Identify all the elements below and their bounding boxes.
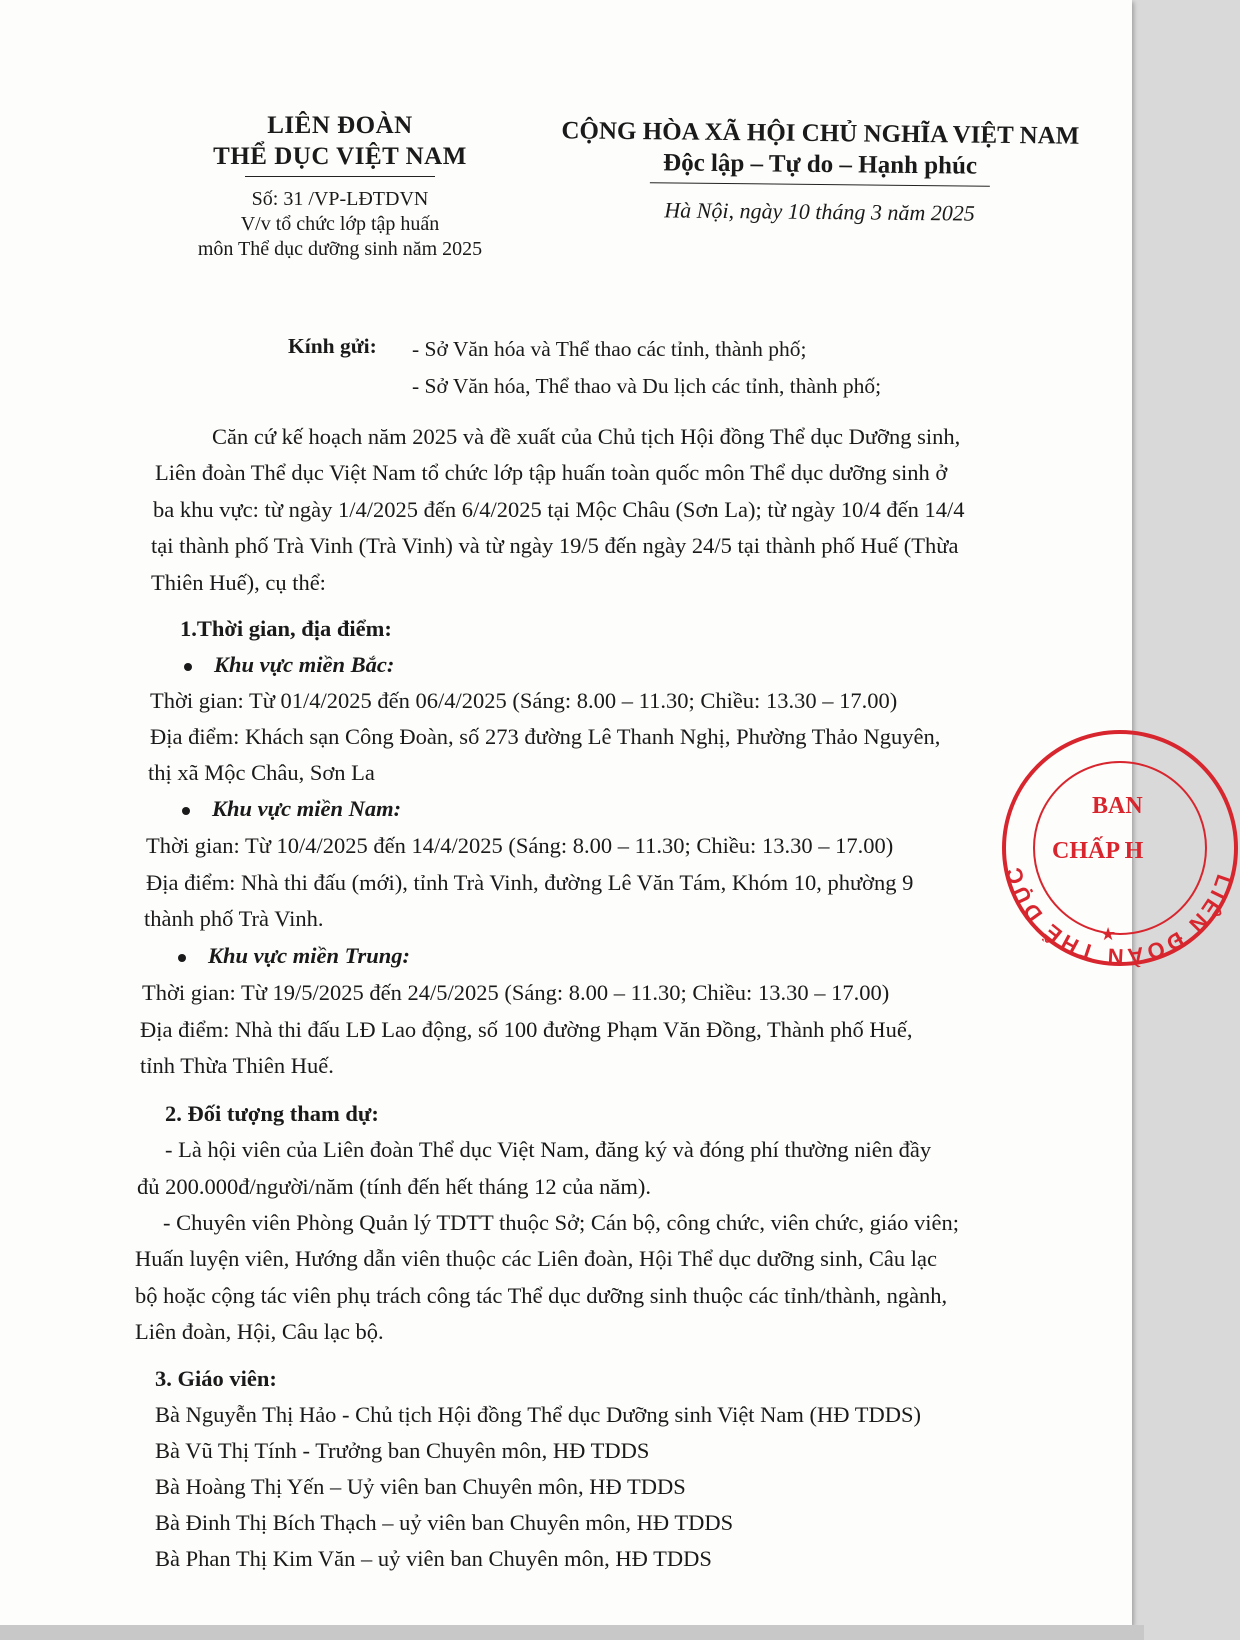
teacher-item: Bà Đinh Thị Bích Thạch – uỷ viên ban Chuyên môn, HĐ TDDS bbox=[155, 1510, 734, 1535]
region-north-text: Khu vực miền Bắc: bbox=[214, 652, 395, 677]
section-2-line: bộ hoặc cộng tác viên phụ trách công tác Thể dục dưỡng sinh thuộc các tỉnh/thành, ngành, bbox=[135, 1283, 948, 1308]
official-stamp bbox=[1000, 728, 1240, 968]
national-header bbox=[539, 115, 1100, 228]
bullet-icon bbox=[184, 663, 192, 671]
section-2-line: đủ 200.000đ/người/năm (tính đến hết tháng 12 của năm). bbox=[137, 1174, 651, 1199]
section-2-line: - Là hội viên của Liên đoàn Thể dục Việt Nam, đăng ký và đóng phí thường niên đầy bbox=[165, 1137, 932, 1162]
intro-line: Liên đoàn Thể dục Việt Nam tổ chức lớp tập huấn toàn quốc môn Thể dục dưỡng sinh ở bbox=[155, 460, 948, 485]
region-central-label bbox=[178, 939, 410, 972]
section-3-heading: 3. Giáo viên: bbox=[155, 1366, 277, 1391]
intro-line: Căn cứ kế hoạch năm 2025 và đề xuất của Chủ tịch Hội đồng Thể dục Dưỡng sinh, bbox=[212, 424, 961, 449]
section-2-line: Liên đoàn, Hội, Câu lạc bộ. bbox=[135, 1319, 384, 1344]
motto-underline bbox=[650, 182, 990, 187]
section-1-heading: 1.Thời gian, địa điểm: bbox=[180, 616, 392, 641]
subject-line-2: môn Thể dục dưỡng sinh năm 2025 bbox=[197, 238, 483, 260]
intro-line: tại thành phố Trà Vinh (Trà Vinh) và từ ngày 19/5 đến ngày 24/5 tại thành phố Huế (Thừa bbox=[151, 533, 959, 558]
national-motto: Độc lập – Tự do – Hạnh phúc bbox=[662, 149, 978, 180]
north-place-1: Địa điểm: Khách sạn Công Đoàn, số 273 đường Lê Thanh Nghị, Phường Thảo Nguyên, bbox=[150, 724, 941, 749]
section-2-line: - Chuyên viên Phòng Quản lý TDTT thuộc Sở; Cán bộ, công chức, viên chức, giáo viên; bbox=[163, 1210, 959, 1235]
teacher-item: Bà Vũ Thị Tính - Trưởng ban Chuyên môn, HĐ TDDS bbox=[155, 1438, 650, 1463]
region-central-text: Khu vực miền Trung: bbox=[208, 943, 411, 968]
bullet-icon bbox=[182, 807, 190, 815]
teacher-item: Bà Phan Thị Kim Văn – uỷ viên ban Chuyên môn, HĐ TDDS bbox=[155, 1546, 712, 1571]
subject-line-1: V/v tổ chức lớp tập huấn bbox=[240, 213, 440, 235]
region-south-text: Khu vực miền Nam: bbox=[212, 796, 402, 821]
stamp-star-icon: ★ bbox=[1100, 924, 1117, 945]
region-south-label bbox=[182, 792, 401, 825]
issue-date: Hà Nội, ngày 10 tháng 3 năm 2025 bbox=[664, 197, 975, 226]
stamp-center-line-2: CHẤP H bbox=[1052, 838, 1144, 864]
issuer-block bbox=[140, 110, 540, 262]
scan-edge bbox=[0, 1625, 1144, 1640]
recipient-1: - Sở Văn hóa và Thể thao các tỉnh, thành phố; bbox=[412, 337, 807, 361]
section-2-line: Huấn luyện viên, Hướng dẫn viên thuộc các Liên đoàn, Hội Thể dục dưỡng sinh, Câu lạc bbox=[135, 1246, 937, 1271]
nation-title: CỘNG HÒA XÃ HỘI CHỦ NGHĨA VIỆT NAM bbox=[561, 117, 1080, 150]
north-time: Thời gian: Từ 01/4/2025 đến 06/4/2025 (Sáng: 8.00 – 11.30; Chiều: 13.30 – 17.00) bbox=[150, 688, 898, 713]
recipient-2: - Sở Văn hóa, Thể thao và Du lịch các tỉnh, thành phố; bbox=[412, 374, 882, 398]
intro-line: Thiên Huế), cụ thể: bbox=[151, 570, 326, 595]
south-place-2: thành phố Trà Vinh. bbox=[144, 906, 324, 931]
issuer-name-line2: THỂ DỤC VIỆT NAM bbox=[213, 143, 467, 170]
central-place-2: tỉnh Thừa Thiên Huế. bbox=[140, 1053, 334, 1078]
recipients-label-text: Kính gửi: bbox=[288, 334, 377, 358]
section-2-heading: 2. Đối tượng tham dự: bbox=[165, 1101, 379, 1126]
stamp-center-line-1: BAN bbox=[1092, 793, 1143, 819]
south-place-1: Địa điểm: Nhà thi đấu (mới), tỉnh Trà Vinh, đường Lê Văn Tám, Khóm 10, phường 9 bbox=[146, 870, 914, 895]
south-time: Thời gian: Từ 10/4/2025 đến 14/4/2025 (Sáng: 8.00 – 11.30; Chiều: 13.30 – 17.00) bbox=[146, 833, 894, 858]
issuer-name-line1: LIÊN ĐOÀN bbox=[267, 112, 413, 139]
north-place-2: thị xã Mộc Châu, Sơn La bbox=[148, 760, 375, 785]
recipients-label bbox=[288, 330, 377, 363]
region-north-label bbox=[184, 648, 394, 681]
reference-number: Số: 31 /VP-LĐTDVN bbox=[251, 188, 429, 210]
central-place-1: Địa điểm: Nhà thi đấu LĐ Lao động, số 100 đường Phạm Văn Đồng, Thành phố Huế, bbox=[140, 1017, 913, 1042]
issuer-underline bbox=[245, 176, 435, 177]
teacher-item: Bà Hoàng Thị Yến – Uỷ viên ban Chuyên môn, HĐ TDDS bbox=[155, 1474, 686, 1499]
teacher-item: Bà Nguyễn Thị Hảo - Chủ tịch Hội đồng Thể dục Dưỡng sinh Việt Nam (HĐ TDDS) bbox=[155, 1402, 921, 1427]
bullet-icon bbox=[178, 954, 186, 962]
intro-line: ba khu vực: từ ngày 1/4/2025 đến 6/4/2025 tại Mộc Châu (Sơn La); từ ngày 10/4 đến 14/4 bbox=[153, 497, 965, 522]
central-time: Thời gian: Từ 19/5/2025 đến 24/5/2025 (Sáng: 8.00 – 11.30; Chiều: 13.30 – 17.00) bbox=[142, 980, 890, 1005]
stamp-ring-text: LIÊN ĐOÀN THỂ DỤC bbox=[1000, 862, 1238, 968]
